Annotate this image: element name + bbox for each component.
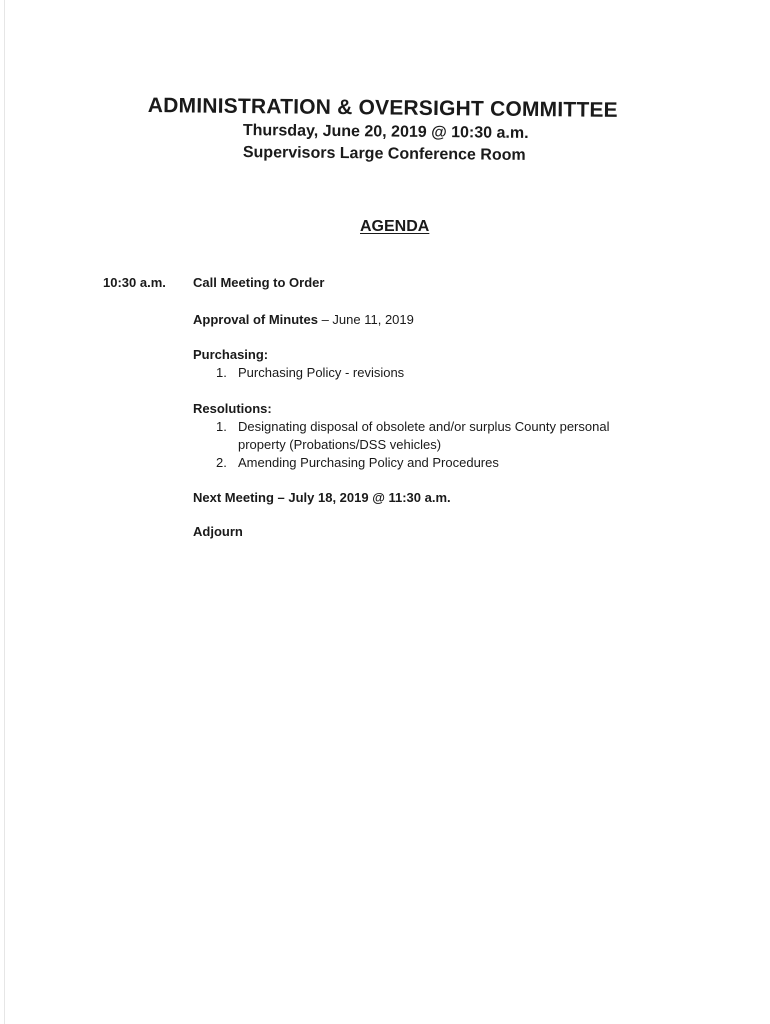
purchasing-heading-label: Purchasing: <box>193 347 269 362</box>
resolution-item <box>216 419 609 434</box>
list-item-text: Designating disposal of obsolete and/or surplus County personal <box>238 419 610 434</box>
resolution-item-continued: property (Probations/DSS vehicles) <box>238 437 442 452</box>
purchasing-heading <box>193 347 268 362</box>
list-number: 1. <box>216 419 227 434</box>
call-to-order-label: Call Meeting to Order <box>193 275 325 290</box>
resolution-item <box>216 455 499 470</box>
purchasing-item <box>216 365 404 380</box>
list-number: 2. <box>216 455 227 470</box>
approval-label: Approval of Minutes <box>193 312 318 327</box>
resolutions-heading <box>193 401 272 416</box>
meeting-time: 10:30 a.m. <box>103 275 166 290</box>
next-meeting-label: Next Meeting – July 18, 2019 @ 11:30 a.m. <box>193 490 451 505</box>
scan-edge-line <box>4 0 5 1024</box>
call-to-order <box>193 275 324 290</box>
adjourn <box>193 524 243 539</box>
meeting-location: Supervisors Large Conference Room <box>242 144 526 164</box>
meeting-date: Thursday, June 20, 2019 @ 10:30 a.m. <box>242 122 529 142</box>
resolutions-heading-label: Resolutions: <box>193 401 272 416</box>
agenda-heading: AGENDA <box>360 218 430 235</box>
list-number: 1. <box>216 365 227 380</box>
approval-detail: – June 11, 2019 <box>321 312 414 327</box>
adjourn-label: Adjourn <box>193 524 243 539</box>
list-item-text: Purchasing Policy - revisions <box>238 365 405 380</box>
next-meeting <box>193 490 451 505</box>
list-item-text: Amending Purchasing Policy and Procedures <box>238 455 499 470</box>
approval-of-minutes <box>193 312 414 327</box>
committee-title: ADMINISTRATION & OVERSIGHT COMMITTEE <box>147 94 618 122</box>
